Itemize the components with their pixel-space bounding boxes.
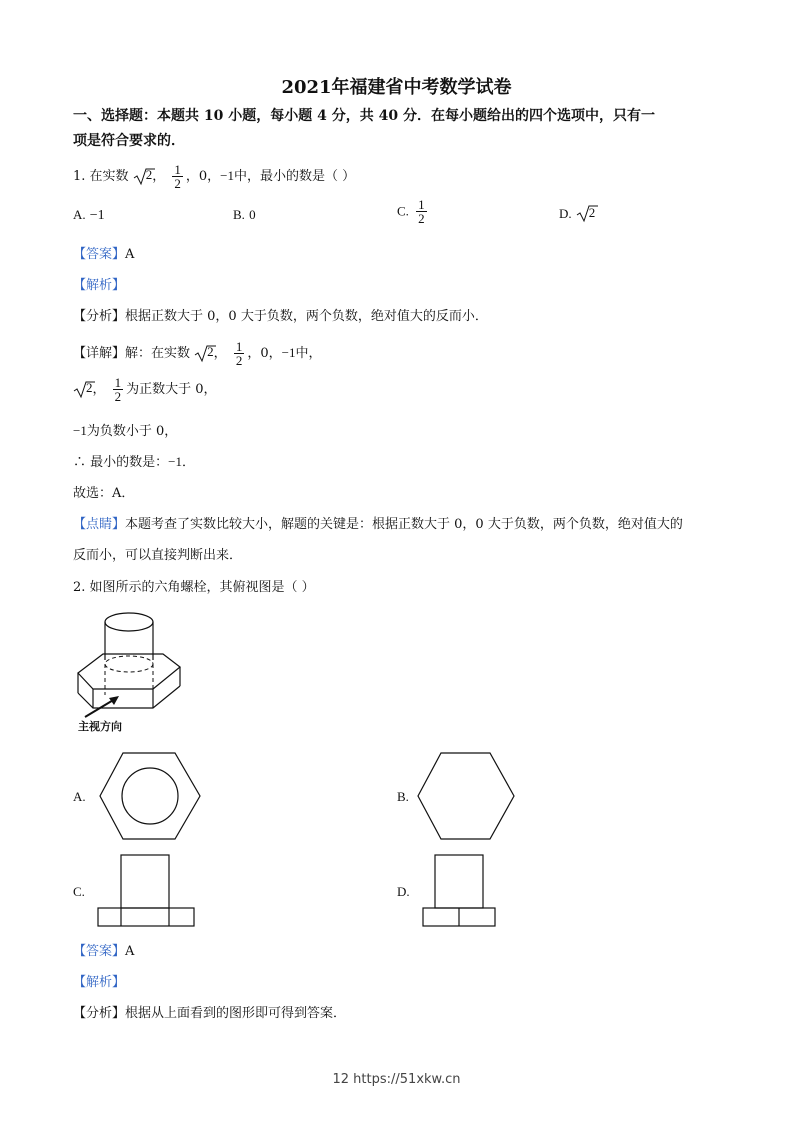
q1-xiangjie-line1: 【详解】解：在实数 2， $\frac{1}{2}$ ，0，−1中， [73,339,322,368]
q1-xiangjie-line3: −1为负数小于 0， [73,423,178,439]
q1-analysis-tag: 【解析】 [73,278,126,293]
fraction-half: $\frac{1}{2}$ [114,375,122,404]
q1-choose: 故选：A． [73,486,135,501]
q1-dianjing-line1: 【点睛】本题考查了实数比较大小，解题的关键是：根据正数大于 0，0 大于负数，两个负数，绝对值大的 [73,517,683,532]
q1-fenxi: 【分析】根据正数大于 0，0 大于负数，两个负数，绝对值大的反而小． [73,309,488,324]
fraction-half: $\frac{1}{2}$ [174,162,181,191]
q1-answer: 【答案】A [73,247,135,262]
q1-xiangjie-line4: ∴ 最小的数是：−1． [73,454,195,470]
q2-option-c-label[interactable]: C. [73,884,85,899]
question-1-stem [73,163,355,190]
q2-answer: 【答案】A [73,944,135,959]
q1-sep2: ，0， [185,169,221,184]
q2-option-a-label[interactable]: A. [73,789,86,804]
q1-option-c[interactable]: C. $\frac{1}{2}$ [397,197,425,226]
sqrt-sign-icon [194,345,216,363]
sqrt-sign-icon [73,381,95,399]
q1-sep1: ， [152,169,166,184]
q1-option-d[interactable]: D. 2 [559,205,595,223]
q2-option-d-figure[interactable] [422,854,496,928]
page-footer: 12 https://51xkw.cn [332,1072,461,1087]
q2-analysis-tag: 【解析】 [73,975,126,990]
q1-prefix: 1. 在实数 [73,169,129,184]
q2-option-b-figure[interactable] [417,752,515,840]
figure-caption: 主视方向 [78,720,122,733]
q2-option-d-label[interactable]: D. [397,884,410,899]
q2-option-a-figure[interactable] [99,752,201,840]
section-heading-line1: 一、选择题：本题共 10 小题，每小题 4 分，共 40 分．在每小题给出的四个选项中，只有一 [73,108,655,124]
page-title: 2021年福建省中考数学试卷 [281,77,512,98]
fraction-half: $\frac{1}{2}$ [418,197,425,226]
q2-fenxi: 【分析】根据从上面看到的图形即可得到答案． [73,1006,347,1021]
q1-option-b[interactable]: B. 0 [233,207,256,222]
q1-xiangjie-line2: 2， $\frac{1}{2}$ 为正数大于 0， [73,376,217,403]
sqrt-expression: 2 [133,167,153,185]
fraction-half: $\frac{1}{2}$ [235,339,243,368]
q1-option-a[interactable]: A. −1 [73,207,105,223]
sqrt-sign-icon [133,168,155,186]
section-heading-line2: 项是符合要求的． [73,133,185,149]
q1-dianjing-line2: 反而小，可以直接判断出来． [73,548,243,563]
sqrt-sign-icon [576,205,598,223]
q2-option-c-figure[interactable] [97,854,195,928]
question-2-stem: 2. 如图所示的六角螺栓，其俯视图是（ ） [73,580,315,595]
hex-bolt-figure [73,605,198,725]
q2-option-b-label[interactable]: B. [397,789,409,804]
q1-neg-one: −1 [220,168,234,183]
q1-suffix: 中，最小的数是（ ） [233,169,356,184]
